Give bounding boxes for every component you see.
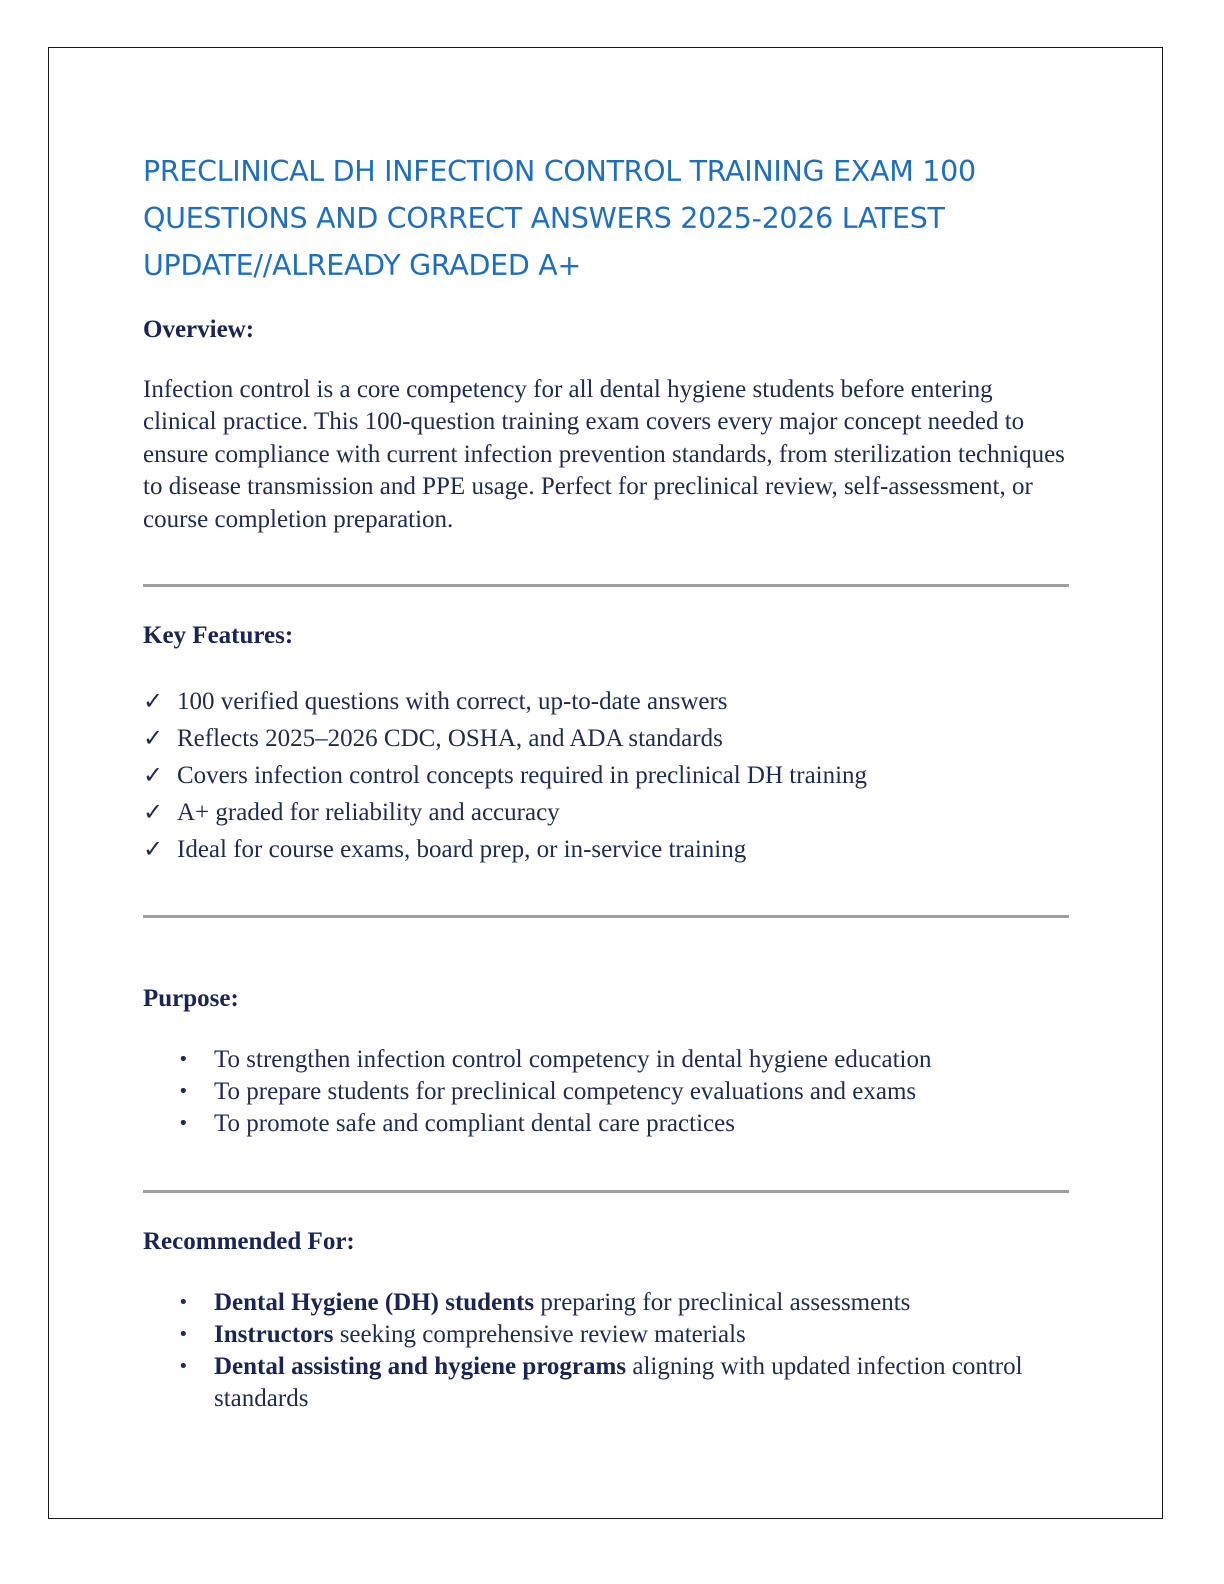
recommended-for-heading: Recommended For:: [143, 1228, 355, 1255]
recommended-item: [143, 1287, 1073, 1319]
purpose-heading: Purpose:: [143, 985, 239, 1012]
key-feature-item: [143, 831, 1073, 868]
check-mark-icon: ✓: [143, 798, 164, 826]
key-feature-text: Reflects 2025–2026 CDC, OSHA, and ADA standards: [177, 725, 723, 752]
key-feature-item: [143, 757, 1073, 794]
key-features-list: [143, 683, 1073, 868]
recommended-item: [143, 1351, 1034, 1415]
key-feature-text: 100 verified questions with correct, up-to-date answers: [177, 688, 728, 715]
bullet-icon: •: [178, 1049, 189, 1070]
check-mark-icon: ✓: [143, 724, 164, 752]
document-title: PRECLINICAL DH INFECTION CONTROL TRAINING EXAM 100 QUESTIONS AND CORRECT ANSWERS 2025-2026 LATEST UPDATE//ALREADY GRADED A+: [143, 155, 976, 282]
key-feature-item: [143, 683, 1073, 720]
section-divider: [143, 1190, 1069, 1193]
purpose-item: [143, 1076, 1073, 1108]
check-mark-icon: ✓: [143, 761, 164, 789]
check-mark-icon: ✓: [143, 687, 164, 715]
key-feature-text: Covers infection control concepts required in preclinical DH training: [177, 762, 868, 789]
key-feature-text: A+ graded for reliability and accuracy: [177, 799, 560, 826]
recommended-item-bold: Dental Hygiene (DH) students: [214, 1289, 535, 1316]
recommended-for-list: [143, 1287, 1073, 1415]
section-divider: [143, 584, 1069, 587]
check-mark-icon: ✓: [143, 835, 164, 863]
purpose-list: [143, 1044, 1073, 1140]
overview-heading: Overview:: [143, 316, 255, 343]
key-feature-item: [143, 794, 1073, 831]
bullet-icon: •: [178, 1113, 189, 1134]
purpose-text: To promote safe and compliant dental care practices: [214, 1110, 735, 1137]
recommended-item-text: seeking comprehensive review materials: [333, 1321, 746, 1348]
purpose-item: [143, 1044, 1073, 1076]
recommended-item-text: preparing for preclinical assessments: [534, 1289, 911, 1316]
overview-paragraph: Infection control is a core competency for all dental hygiene students before entering clinical practice. This 100-question training exam covers every major concept needed to ensure compliance with current infection prevention standards, from sterilization techniques to disease transmission and PPE usage. Perfect for preclinical review, self-assessment, or course completion preparation.: [143, 376, 1065, 533]
purpose-item: [143, 1108, 1073, 1140]
bullet-icon: •: [178, 1356, 189, 1377]
purpose-text: To prepare students for preclinical competency evaluations and exams: [214, 1078, 917, 1105]
recommended-item: [143, 1319, 1073, 1351]
recommended-item-text: aligning with updated infection control standards: [214, 1353, 1023, 1412]
section-divider: [143, 915, 1069, 918]
key-feature-item: [143, 720, 1073, 757]
key-features-heading: Key Features:: [143, 622, 294, 649]
recommended-item-bold: Dental assisting and hygiene programs: [214, 1353, 627, 1380]
purpose-text: To strengthen infection control competency in dental hygiene education: [214, 1046, 932, 1073]
recommended-item-bold: Instructors: [214, 1321, 334, 1348]
bullet-icon: •: [178, 1081, 189, 1102]
key-feature-text: Ideal for course exams, board prep, or in-service training: [177, 836, 747, 863]
bullet-icon: •: [178, 1292, 189, 1313]
bullet-icon: •: [178, 1324, 189, 1345]
